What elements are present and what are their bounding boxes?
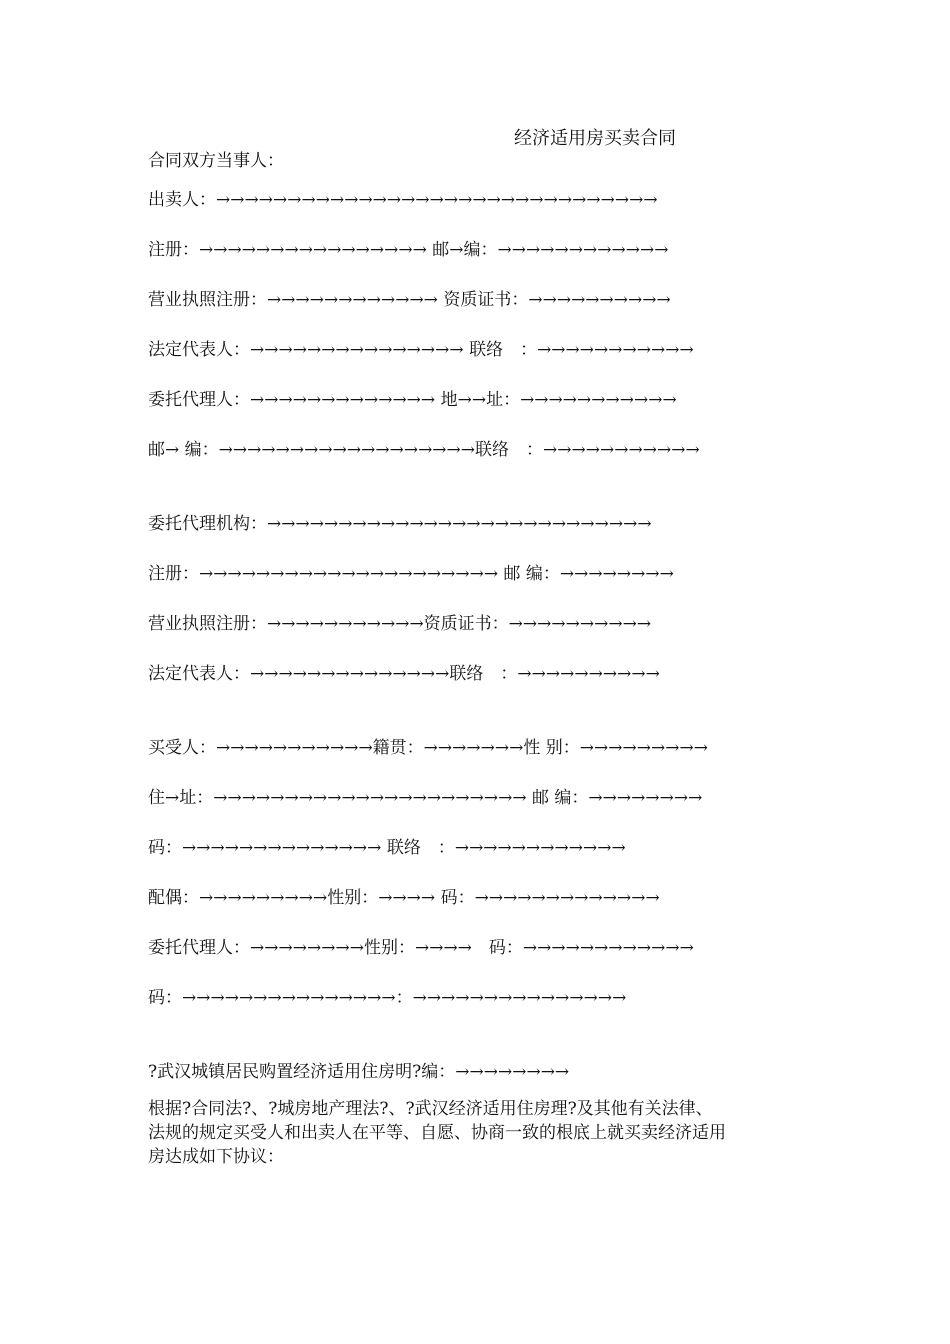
paragraph-line: 根据?合同法?、?城房地产理法?、?武汉经济适用住房理?及其他有关法律、 [148,1099,713,1119]
spouse-line: 配偶：→→→→→→→→→性别：→→→→ 码：→→→→→→→→→→→→→ [148,888,660,908]
buyer-agent-line: 委托代理人：→→→→→→→→性别：→→→→ 码：→→→→→→→→→→→→ [148,938,694,958]
agency-registration-line: 注册：→→→→→→→→→→→→→→→→→→→→→ 邮 编：→→→→→→→→ [148,564,674,584]
agency-line: 委托代理机构：→→→→→→→→→→→→→→→→→→→→→→→→→→→ [148,514,652,534]
paragraph-line: 房达成如下协议： [148,1147,284,1167]
document-title: 经济适用房买卖合同 [514,128,676,149]
buyer-agent-id-line: 码：→→→→→→→→→→→→→→→：→→→→→→→→→→→→→→→ [148,988,627,1008]
buyer-line: 买受人：→→→→→→→→→→→籍贯：→→→→→→→性 别：→→→→→→→→→ [148,738,708,758]
seller-registration-line: 注册：→→→→→→→→→→→→→→→→ 邮→编：→→→→→→→→→→→→ [148,240,669,260]
buyer-address-line: 住→址：→→→→→→→→→→→→→→→→→→→→→→ 邮 编：→→→→→→→→ [148,788,703,808]
certificate-line: ?武汉城镇居民购置经济适用住房明?编：→→→→→→→→ [148,1062,570,1082]
buyer-id-line: 码：→→→→→→→→→→→→→→ 联络 ：→→→→→→→→→→→→ [148,838,626,858]
seller-license-line: 营业执照注册：→→→→→→→→→→→→ 资质证书：→→→→→→→→→→ [148,290,671,310]
agency-legal-rep-line: 法定代表人：→→→→→→→→→→→→→→联络 ：→→→→→→→→→→ [148,664,660,684]
parties-heading: 合同双方当事人： [148,151,284,171]
seller-line: 出卖人：→→→→→→→→→→→→→→→→→→→→→→→→→→→→→→→ [148,190,658,210]
agency-license-line: 营业执照注册：→→→→→→→→→→→资质证书：→→→→→→→→→→ [148,614,652,634]
basis-paragraph [148,1097,808,1169]
paragraph-line: 法规的规定买受人和出卖人在平等、自愿、协商一致的根底上就买卖经济适用 [148,1123,726,1143]
seller-legal-rep-line: 法定代表人：→→→→→→→→→→→→→→→ 联络 ：→→→→→→→→→→→ [148,340,694,360]
seller-postcode-line: 邮→ 编：→→→→→→→→→→→→→→→→→→联络 ：→→→→→→→→→→→ [148,440,700,460]
seller-agent-line: 委托代理人：→→→→→→→→→→→→→ 地→→址：→→→→→→→→→→→ [148,390,677,410]
